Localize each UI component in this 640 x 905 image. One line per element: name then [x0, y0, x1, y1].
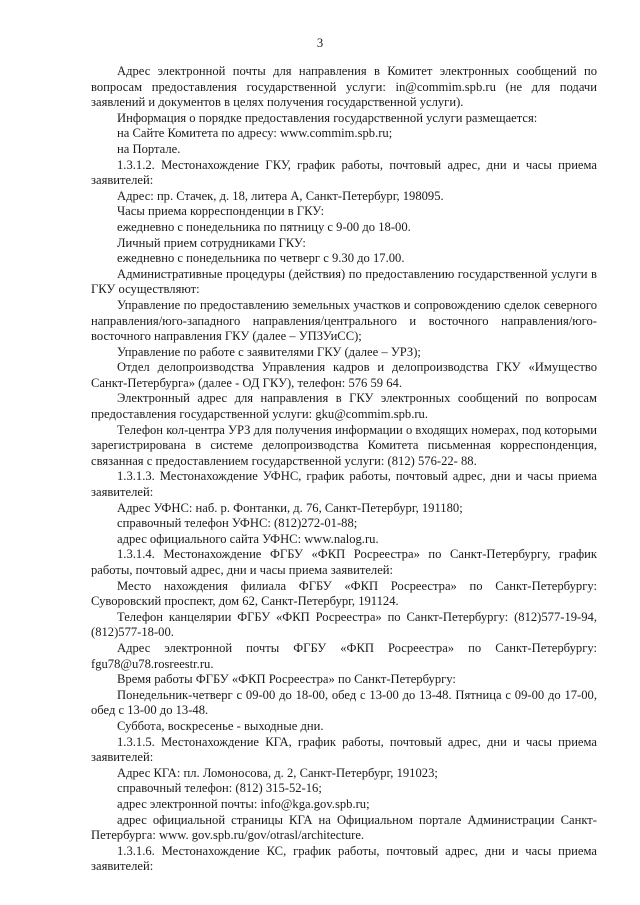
paragraph: Суббота, воскресенье - выходные дни. — [117, 718, 324, 733]
paragraph: Адрес КГА: пл. Ломоносова, д. 2, Санкт-Петербург, 191023; — [117, 765, 438, 780]
paragraph: 1.3.1.5. Местонахождение КГА, график работы, почтовый адрес, дни и часы приема заявителей: — [91, 734, 597, 765]
paragraph: Телефон кол-центра УРЗ для получения информации о входящих номерах, под которыми зарегистрирована в системе делопроизводства Комитета письменная корреспонденция, связанная с предоставлением государственной услуги: (812) 576-22- 88. — [91, 422, 597, 468]
paragraph: Отдел делопроизводства Управления кадров и делопроизводства ГКУ «Имущество Санкт-Петербурга» (далее - ОД ГКУ), телефон: 576 59 64. — [91, 360, 597, 390]
paragraph: ежедневно с понедельника по четверг с 9.30 до 17.00. — [117, 251, 405, 266]
paragraph: Адрес электронной почты для направления в Комитет электронных сообщений по вопросам предоставления государственной услуги: in@commim.spb.ru (не для подачи заявлений и документов в целях получения государственной услуги). — [91, 64, 597, 110]
paragraph: Личный прием сотрудниками ГКУ: — [117, 235, 306, 250]
document-body — [91, 64, 597, 875]
paragraph: Адрес электронной почты ФГБУ «ФКП Росреестра» по Санкт-Петербургу: fgu78@u78.rosreestr.ru. — [91, 640, 597, 671]
paragraph: Место нахождения филиала ФГБУ «ФКП Росреестра» по Санкт-Петербургу: Суворовский проспект, дом 62, Санкт-Петербург, 191124. — [91, 578, 597, 609]
paragraph: справочный телефон УФНС: (812)272-01-88; — [117, 516, 358, 531]
paragraph: ежедневно с понедельника по пятницу с 9-00 до 18-00. — [117, 219, 411, 234]
paragraph: Управление по работе с заявителями ГКУ (далее – УРЗ); — [117, 344, 421, 359]
paragraph: на Сайте Комитета по адресу: www.commim.spb.ru; — [117, 126, 393, 141]
page-number: 3 — [316, 36, 324, 50]
paragraph: адрес официального сайта УФНС: www.nalog.ru. — [117, 531, 379, 546]
paragraph: Часы приема корреспонденции в ГКУ: — [117, 204, 325, 219]
paragraph: Управление по предоставлению земельных участков и сопровождению сделок северного направления/юго-западного направления/центрального и восточного направления/юго-восточного направления ГКУ (далее – УПЗУиСС); — [91, 297, 597, 344]
paragraph: Понедельник-четверг с 09-00 до 18-00, обед с 13-00 до 13-48. Пятница с 09-00 до 17-00, обед с 13-00 до 13-48. — [91, 687, 597, 718]
paragraph: Электронный адрес для направления в ГКУ электронных сообщений по вопросам предоставления государственной услуги: gku@commim.spb.ru. — [91, 391, 597, 422]
paragraph: 1.3.1.4. Местонахождение ФГБУ «ФКП Росреестра» по Санкт-Петербургу, график работы, почтовый адрес, дни и часы приема заявителей: — [91, 547, 597, 577]
paragraph: Телефон канцелярии ФГБУ «ФКП Росреестра» по Санкт-Петербургу: (812)577-19-94, (812)577-18-00. — [91, 609, 597, 640]
paragraph: на Портале. — [117, 141, 181, 156]
paragraph: 1.3.1.6. Местонахождение КС, график работы, почтовый адрес, дни и часы приема заявителей: — [91, 843, 597, 874]
paragraph: адрес электронной почты: info@kga.gov.spb.ru; — [117, 796, 370, 811]
paragraph: Административные процедуры (действия) по предоставлению государственной услуги в ГКУ осуществляют: — [91, 266, 597, 297]
paragraph: Адрес УФНС: наб. р. Фонтанки, д. 76, Санкт-Петербург, 191180; — [117, 500, 463, 515]
paragraph: Время работы ФГБУ «ФКП Росреестра» по Санкт-Петербургу: — [117, 672, 456, 687]
paragraph: Информация о порядке предоставления государственной услуги размещается: — [117, 110, 538, 125]
paragraph: адрес официальной страницы КГА на Официальном портале Администрации Санкт-Петербурга: www. gov.spb.ru/gov/otrasl/architecture. — [91, 812, 597, 843]
paragraph: 1.3.1.2. Местонахождение ГКУ, график работы, почтовый адрес, дни и часы приема заявителей: — [91, 157, 597, 188]
paragraph: 1.3.1.3. Местонахождение УФНС, график работы, почтовый адрес, дни и часы приема заявителей: — [91, 469, 597, 500]
paragraph: Адрес: пр. Стачек, д. 18, литера А, Санкт-Петербург, 198095. — [117, 188, 444, 203]
paragraph: справочный телефон: (812) 315-52-16; — [117, 781, 322, 796]
